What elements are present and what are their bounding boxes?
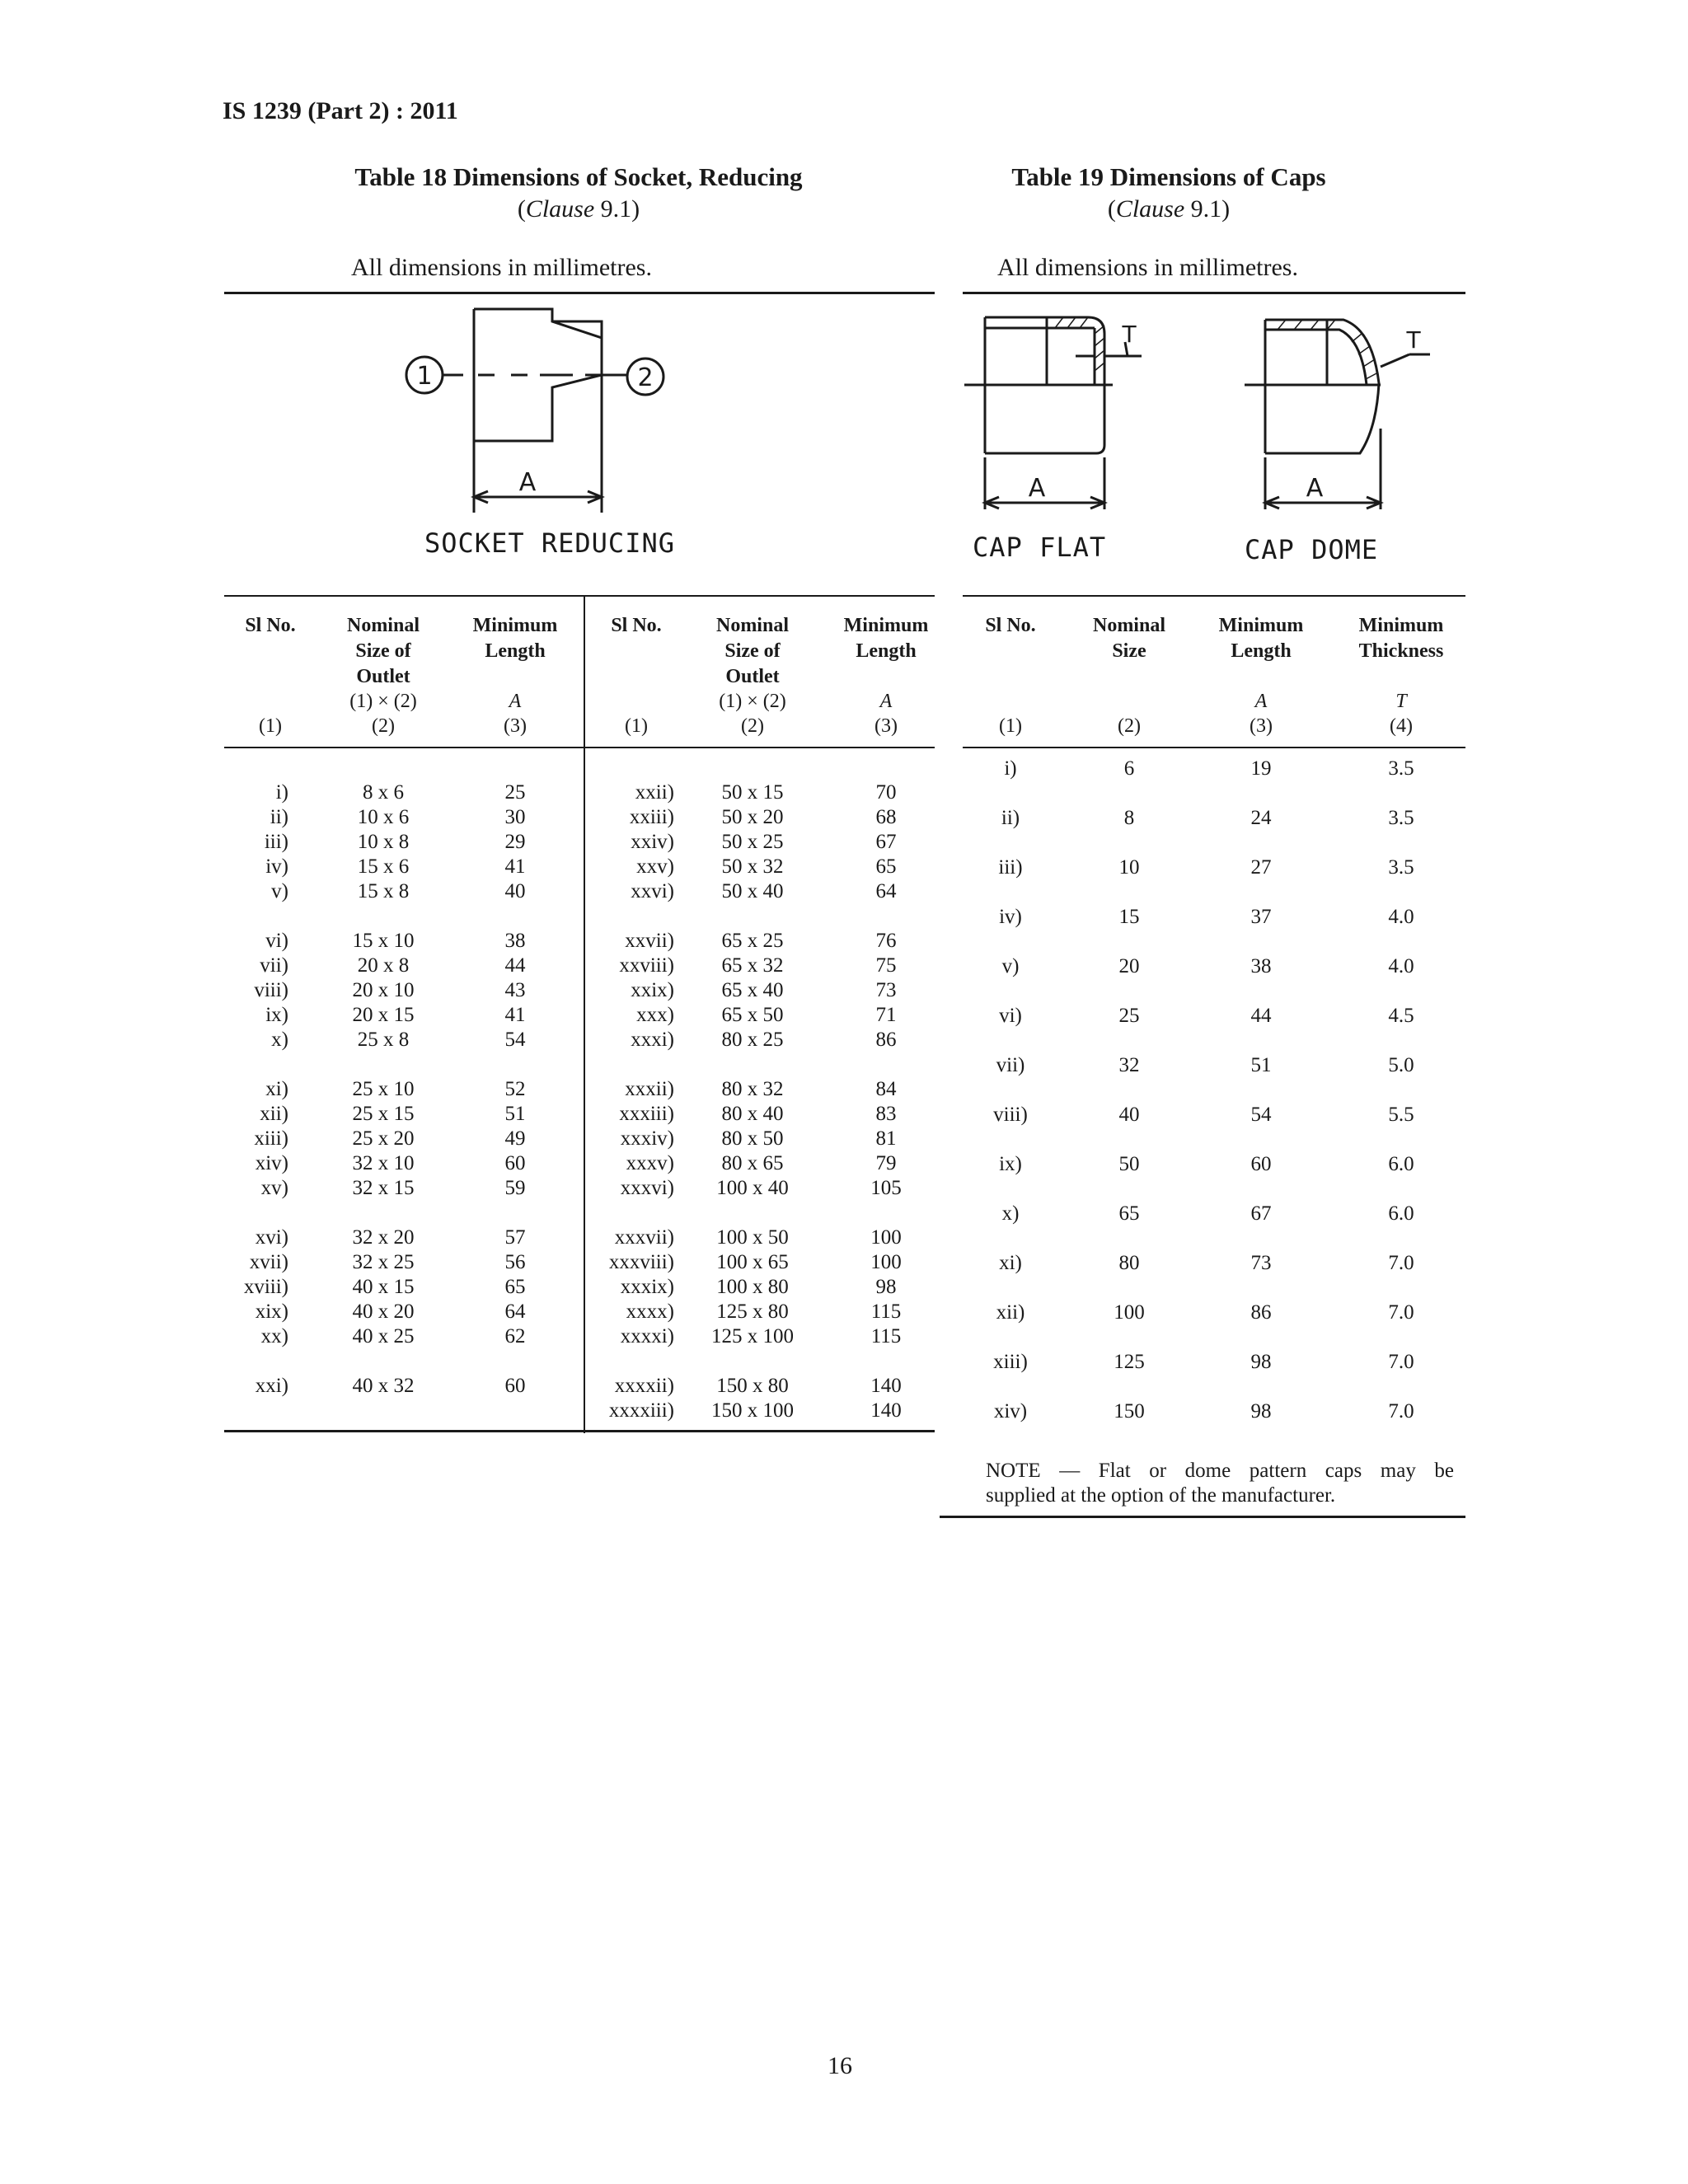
table-19-top-rule (963, 292, 1465, 294)
table-19-row-min-thickness: 4.5 (1388, 1005, 1414, 1027)
table-18-row-nominal-size: 150 x 100 (711, 1399, 794, 1422)
table-18-row-nominal-size: 40 x 32 (352, 1375, 415, 1397)
table-18-row-sl-no: xxxxi) (620, 1325, 674, 1347)
table-18-row-sl-no: xix) (255, 1301, 288, 1323)
table-18-row-sl-no: xxxxiii) (608, 1399, 674, 1422)
table-18-row-nominal-size: 65 x 50 (721, 1004, 784, 1026)
table-18-row-min-length: 83 (875, 1103, 897, 1125)
table-18-row-min-length: 100 (870, 1226, 902, 1249)
table-19-row-nominal-size: 10 (1118, 856, 1140, 879)
table-18-row-sl-no: xviii) (243, 1276, 288, 1298)
table-18-row-min-length: 56 (504, 1251, 526, 1273)
table-18-row-sl-no: vi) (265, 930, 288, 952)
table-18-row-sl-no: xxxi) (631, 1029, 674, 1051)
table-19-row-min-thickness: 3.5 (1388, 757, 1414, 780)
table-19-row-nominal-size: 6 (1123, 757, 1135, 780)
table-19-row-min-thickness: 7.0 (1388, 1252, 1414, 1274)
table-19-row-nominal-size: 20 (1118, 955, 1140, 977)
table-18-row-min-length: 59 (504, 1177, 526, 1199)
table-18-row-min-length: 75 (875, 954, 897, 977)
table-18-bottom-rule (224, 1430, 935, 1432)
t18-left-colnum-1: (1) (259, 715, 282, 737)
table-19-row-min-thickness: 3.5 (1388, 856, 1414, 879)
table-19-header-top-rule (963, 595, 1465, 597)
t18-left-header-sl-no: Sl No. (245, 615, 296, 636)
table-18-row-min-length: 79 (875, 1152, 897, 1174)
t18-right-header-formula: (1) × (2) (719, 691, 786, 712)
table-19-row-nominal-size: 40 (1118, 1104, 1140, 1126)
table-18-row-sl-no: xxxv) (626, 1152, 674, 1174)
table-19-row-min-length: 27 (1250, 856, 1272, 879)
table-18-row-nominal-size: 50 x 40 (721, 880, 784, 902)
table-18-row-min-length: 41 (504, 1004, 526, 1026)
table-19-row-min-thickness: 7.0 (1388, 1400, 1414, 1422)
table-18-row-sl-no: xxii) (635, 781, 674, 804)
table-18-row-nominal-size: 8 x 6 (363, 781, 404, 804)
table-18-row-nominal-size: 10 x 6 (357, 806, 410, 828)
table-18-row-min-length: 73 (875, 979, 897, 1001)
table-18-row-sl-no: xxxvii) (614, 1226, 674, 1249)
table-19-row-nominal-size: 8 (1123, 807, 1135, 829)
table-18-row-nominal-size: 15 x 10 (352, 930, 415, 952)
diagram-dimension-a: A (518, 468, 537, 497)
table-18-row-sl-no: xiii) (254, 1127, 288, 1150)
table-19-row-sl-no: ii) (1001, 807, 1020, 829)
table-18-row-min-length: 98 (875, 1276, 897, 1298)
table-18-row-sl-no: xxv) (636, 855, 674, 878)
t18-right-colnum-3: (3) (874, 715, 898, 737)
table-18-row-sl-no: xxiv) (631, 831, 674, 853)
table-19-row-min-length: 86 (1250, 1301, 1272, 1324)
table-18-row-nominal-size: 100 x 40 (716, 1177, 789, 1199)
table-19-row-sl-no: xii) (996, 1301, 1025, 1324)
table-18-row-min-length: 105 (870, 1177, 902, 1199)
diagram-marker-2: 2 (637, 363, 654, 392)
table-18-row-nominal-size: 15 x 6 (357, 855, 410, 878)
table-19-row-min-thickness: 4.0 (1388, 955, 1414, 977)
table-19-row-min-length: 37 (1250, 906, 1272, 928)
table-18-row-min-length: 49 (504, 1127, 526, 1150)
table-18-row-nominal-size: 32 x 15 (352, 1177, 415, 1199)
table-18-row-min-length: 76 (875, 930, 897, 952)
table-18-row-nominal-size: 20 x 10 (352, 979, 415, 1001)
table-18-row-min-length: 60 (504, 1375, 526, 1397)
table-18-row-sl-no: xxvii) (625, 930, 674, 952)
table-18-row-nominal-size: 50 x 32 (721, 855, 784, 878)
table-19-row-min-length: 54 (1250, 1104, 1272, 1126)
t19-header-min-length: Minimum Length (1218, 615, 1304, 662)
table-18-row-nominal-size: 50 x 15 (721, 781, 784, 804)
table-18-row-min-length: 43 (504, 979, 526, 1001)
table-19-row-min-length: 73 (1250, 1252, 1272, 1274)
table-19-row-sl-no: xi) (999, 1252, 1022, 1274)
t18-left-colnum-2: (2) (372, 715, 395, 737)
table-18-row-sl-no: v) (271, 880, 288, 902)
table-19-row-min-length: 24 (1250, 807, 1272, 829)
table-18-row-nominal-size: 25 x 20 (352, 1127, 415, 1150)
table-18-units: All dimensions in millimetres. (351, 254, 652, 281)
table-18-row-sl-no: ii) (270, 806, 288, 828)
table-18-row-sl-no: xxviii) (619, 954, 674, 977)
t19-header-nominal: Nominal Size (1092, 615, 1165, 662)
t19-header-symbol-t: T (1395, 691, 1407, 712)
t18-right-colnum-2: (2) (741, 715, 764, 737)
table-19-row-nominal-size: 80 (1118, 1252, 1140, 1274)
table-18-row-nominal-size: 20 x 8 (357, 954, 410, 977)
cap-flat-dimension-a: A (1028, 474, 1046, 503)
t18-right-header-sl-no: Sl No. (611, 615, 662, 636)
table-19-row-nominal-size: 25 (1118, 1005, 1140, 1027)
table-18-row-sl-no: xv) (260, 1177, 288, 1199)
table-19-row-sl-no: iii) (998, 856, 1023, 879)
table-19-row-min-length: 67 (1250, 1202, 1272, 1225)
table-18-row-sl-no: xxxvi) (620, 1177, 674, 1199)
table-19-row-nominal-size: 150 (1114, 1400, 1145, 1422)
table-19-row-nominal-size: 32 (1118, 1054, 1140, 1076)
table-18-row-nominal-size: 150 x 80 (716, 1375, 789, 1397)
table-19-row-min-length: 38 (1250, 955, 1272, 977)
table-19-row-sl-no: vii) (996, 1054, 1025, 1076)
table-18-row-nominal-size: 32 x 20 (352, 1226, 415, 1249)
table-18-clause: (Clause 9.1) (517, 195, 640, 223)
t19-header-min-thickness: Minimum Thickness (1358, 615, 1444, 662)
table-19-row-min-thickness: 3.5 (1388, 807, 1414, 829)
table-19-row-nominal-size: 65 (1118, 1202, 1140, 1225)
table-18-row-nominal-size: 15 x 8 (357, 880, 410, 902)
table-19-row-nominal-size: 15 (1118, 906, 1140, 928)
table-18-row-min-length: 65 (875, 855, 897, 878)
table-18-row-min-length: 81 (875, 1127, 897, 1150)
table-18-row-sl-no: xvi) (255, 1226, 288, 1249)
table-18-header-bottom-rule (224, 747, 935, 748)
table-19-row-sl-no: x) (1001, 1202, 1020, 1225)
table-19-clause: (Clause 9.1) (1107, 195, 1231, 223)
table-18-row-sl-no: xxiii) (629, 806, 674, 828)
table-19-note: NOTE — Flat or dome pattern caps may be supplied at the option of the manufacturer. (986, 1460, 1454, 1507)
table-19-row-min-length: 98 (1250, 1351, 1272, 1373)
table-19-row-sl-no: v) (1001, 955, 1020, 977)
table-18-row-min-length: 68 (875, 806, 897, 828)
table-18-row-sl-no: xxxx) (626, 1301, 674, 1323)
table-18-row-nominal-size: 80 x 50 (721, 1127, 784, 1150)
socket-reducing-label: SOCKET REDUCING (424, 527, 675, 559)
table-18-row-nominal-size: 100 x 65 (716, 1251, 789, 1273)
table-18-top-rule (224, 292, 935, 294)
table-18-row-nominal-size: 100 x 50 (716, 1226, 789, 1249)
table-18-row-min-length: 86 (875, 1029, 897, 1051)
table-19-row-min-thickness: 4.0 (1388, 906, 1414, 928)
table-18-title: Table 18 Dimensions of Socket, Reducing (354, 162, 803, 191)
table-18-row-sl-no: viii) (254, 979, 288, 1001)
table-18-row-sl-no: vii) (260, 954, 288, 977)
table-19-row-min-thickness: 5.5 (1388, 1104, 1414, 1126)
table-19-row-min-length: 44 (1250, 1005, 1272, 1027)
t18-right-header-symbol-a: A (879, 691, 893, 712)
table-19-row-min-length: 51 (1250, 1054, 1272, 1076)
t18-right-header-nominal: Nominal Size of Outlet (715, 615, 789, 687)
cap-dome-thickness-t: T (1406, 326, 1421, 354)
table-18-row-min-length: 29 (504, 831, 526, 853)
table-19-header-bottom-rule (963, 747, 1465, 748)
table-18-row-nominal-size: 40 x 20 (352, 1301, 415, 1323)
table-18-row-min-length: 140 (870, 1399, 902, 1422)
table-18-row-min-length: 84 (875, 1078, 897, 1100)
table-18-row-nominal-size: 40 x 25 (352, 1325, 415, 1347)
table-19-title: Table 19 Dimensions of Caps (1011, 162, 1326, 191)
table-19-row-sl-no: iv) (999, 906, 1022, 928)
table-18-row-min-length: 38 (504, 930, 526, 952)
table-18-row-min-length: 115 (870, 1301, 902, 1323)
table-18-row-min-length: 57 (504, 1226, 526, 1249)
table-18-row-sl-no: x) (271, 1029, 288, 1051)
t18-left-header-symbol-a: A (509, 691, 522, 712)
table-18-row-sl-no: xii) (260, 1103, 288, 1125)
table-18-row-min-length: 64 (504, 1301, 526, 1323)
table-19-row-nominal-size: 125 (1114, 1351, 1145, 1373)
table-18-row-min-length: 25 (504, 781, 526, 804)
t19-colnum-4: (4) (1390, 715, 1413, 737)
table-18-row-sl-no: xxxix) (620, 1276, 674, 1298)
table-18-row-nominal-size: 65 x 40 (721, 979, 784, 1001)
table-18-row-min-length: 51 (504, 1103, 526, 1125)
table-18-column-divider (584, 595, 585, 1433)
table-18-row-sl-no: xxxxii) (614, 1375, 674, 1397)
table-18-row-nominal-size: 125 x 100 (711, 1325, 794, 1347)
table-18-row-sl-no: xxix) (631, 979, 674, 1001)
table-18-row-min-length: 52 (504, 1078, 526, 1100)
cap-dome-label: CAP DOME (1245, 534, 1379, 565)
table-18-row-sl-no: xiv) (255, 1152, 288, 1174)
table-19-row-min-thickness: 5.0 (1388, 1054, 1414, 1076)
table-18-row-nominal-size: 80 x 65 (721, 1152, 784, 1174)
table-19-row-min-length: 19 (1250, 757, 1272, 780)
table-18-row-nominal-size: 50 x 20 (721, 806, 784, 828)
table-18-row-nominal-size: 65 x 32 (721, 954, 784, 977)
table-18-row-min-length: 70 (875, 781, 897, 804)
t18-right-header-min-length: Minimum Length (843, 615, 929, 662)
table-18-row-sl-no: iii) (264, 831, 288, 853)
table-18-row-min-length: 44 (504, 954, 526, 977)
table-19-row-sl-no: viii) (993, 1104, 1028, 1126)
cap-dome-dimension-a: A (1306, 474, 1324, 503)
table-18-row-nominal-size: 40 x 15 (352, 1276, 415, 1298)
table-18-row-sl-no: xxxiii) (619, 1103, 674, 1125)
table-18-row-nominal-size: 10 x 8 (357, 831, 410, 853)
diagram-marker-1: 1 (416, 362, 433, 391)
table-19-row-sl-no: xiv) (993, 1400, 1028, 1422)
table-18-row-nominal-size: 80 x 25 (721, 1029, 784, 1051)
t19-header-symbol-a: A (1254, 691, 1268, 712)
table-18-row-nominal-size: 100 x 80 (716, 1276, 789, 1298)
table-18-row-nominal-size: 25 x 10 (352, 1078, 415, 1100)
table-18-row-sl-no: xx) (260, 1325, 288, 1347)
table-18-row-nominal-size: 80 x 32 (721, 1078, 784, 1100)
table-18-row-nominal-size: 32 x 25 (352, 1251, 415, 1273)
table-18-row-min-length: 64 (875, 880, 897, 902)
table-18-row-nominal-size: 25 x 15 (352, 1103, 415, 1125)
table-18-row-nominal-size: 50 x 25 (721, 831, 784, 853)
page-number: 16 (828, 2052, 852, 2079)
table-18-row-sl-no: xxxii) (625, 1078, 674, 1100)
table-19-row-sl-no: ix) (999, 1153, 1022, 1175)
table-19-row-sl-no: i) (1004, 757, 1017, 780)
table-18-row-sl-no: xxvi) (631, 880, 674, 902)
table-18-row-sl-no: xxxviii) (608, 1251, 674, 1273)
table-18-row-sl-no: ix) (265, 1004, 288, 1026)
table-18-row-nominal-size: 65 x 25 (721, 930, 784, 952)
table-19-row-min-thickness: 7.0 (1388, 1351, 1414, 1373)
table-18-row-nominal-size: 20 x 15 (352, 1004, 415, 1026)
cap-flat-label: CAP FLAT (973, 532, 1107, 563)
table-19-row-nominal-size: 50 (1118, 1153, 1140, 1175)
table-19-row-min-length: 98 (1250, 1400, 1272, 1422)
t18-left-header-min-length: Minimum Length (472, 615, 558, 662)
t18-left-colnum-3: (3) (504, 715, 527, 737)
table-18-row-nominal-size: 25 x 8 (357, 1029, 410, 1051)
table-19-row-nominal-size: 100 (1114, 1301, 1145, 1324)
table-18-row-min-length: 65 (504, 1276, 526, 1298)
table-18-row-sl-no: xxx) (636, 1004, 674, 1026)
table-19-units: All dimensions in millimetres. (997, 254, 1298, 281)
t18-left-header-formula: (1) × (2) (349, 691, 417, 712)
table-18-row-min-length: 41 (504, 855, 526, 878)
t18-right-colnum-1: (1) (625, 715, 648, 737)
table-18-row-sl-no: i) (275, 781, 288, 804)
table-18-row-nominal-size: 32 x 10 (352, 1152, 415, 1174)
table-18-row-min-length: 54 (504, 1029, 526, 1051)
t19-colnum-3: (3) (1250, 715, 1273, 737)
table-19-row-sl-no: xiii) (993, 1351, 1028, 1373)
t19-header-sl-no: Sl No. (985, 615, 1036, 636)
table-18-row-min-length: 115 (870, 1325, 902, 1347)
table-18-row-min-length: 67 (875, 831, 897, 853)
table-18-row-min-length: 140 (870, 1375, 902, 1397)
table-19-bottom-rule (940, 1516, 1465, 1518)
cap-flat-thickness-t: T (1122, 321, 1137, 348)
table-18-row-nominal-size: 125 x 80 (716, 1301, 789, 1323)
table-19-row-sl-no: vi) (999, 1005, 1022, 1027)
t19-colnum-2: (2) (1118, 715, 1141, 737)
table-18-row-sl-no: xxi) (255, 1375, 288, 1397)
table-19-row-min-length: 60 (1250, 1153, 1272, 1175)
table-19-row-min-thickness: 6.0 (1388, 1202, 1414, 1225)
table-18-row-min-length: 71 (875, 1004, 897, 1026)
caps-diagram (964, 305, 1459, 552)
table-18-header-top-rule (224, 595, 935, 597)
table-19-row-min-thickness: 7.0 (1388, 1301, 1414, 1324)
document-reference: IS 1239 (Part 2) : 2011 (223, 97, 458, 124)
t19-colnum-1: (1) (999, 715, 1022, 737)
table-18-row-min-length: 62 (504, 1325, 526, 1347)
table-18-row-min-length: 100 (870, 1251, 902, 1273)
table-18-row-min-length: 30 (504, 806, 526, 828)
table-18-row-nominal-size: 80 x 40 (721, 1103, 784, 1125)
table-18-row-sl-no: xi) (265, 1078, 288, 1100)
t18-left-header-nominal: Nominal Size of Outlet (346, 615, 420, 687)
table-18-row-sl-no: iv) (265, 855, 288, 878)
table-18-row-sl-no: xvii) (249, 1251, 288, 1273)
table-18-row-min-length: 40 (504, 880, 526, 902)
table-18-row-sl-no: xxxiv) (620, 1127, 674, 1150)
table-18-row-min-length: 60 (504, 1152, 526, 1174)
table-19-row-min-thickness: 6.0 (1388, 1153, 1414, 1175)
